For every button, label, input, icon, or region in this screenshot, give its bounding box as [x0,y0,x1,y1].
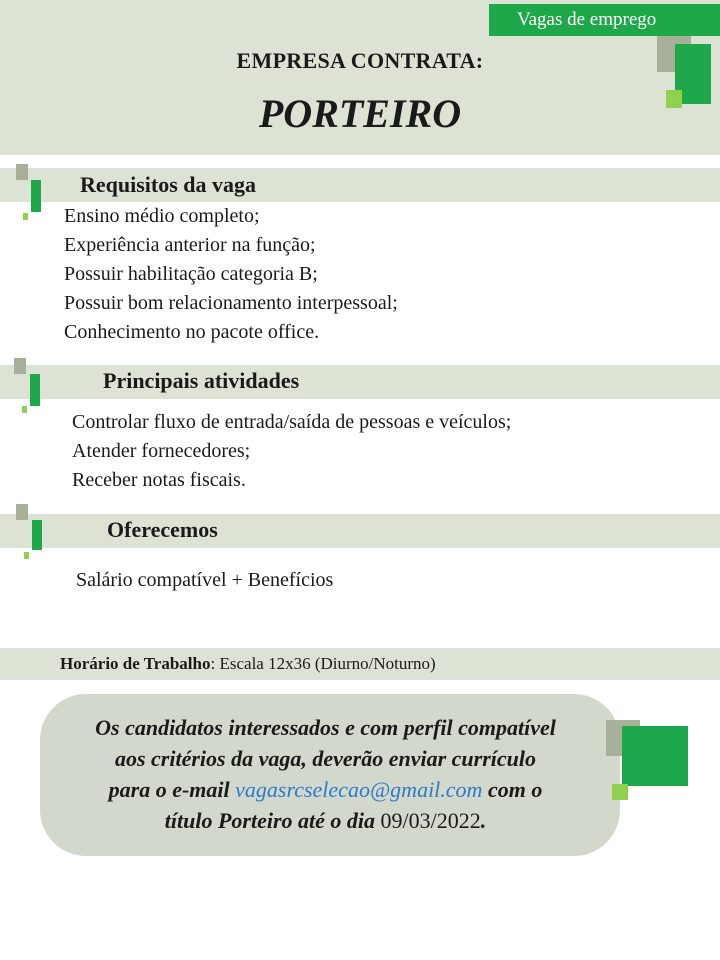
category-tag: Vagas de emprego [489,4,720,36]
requirements-heading: Requisitos da vaga [80,172,257,197]
email-link[interactable]: vagasrcselecao@gmail.com [235,777,483,802]
decor-square-green [31,180,41,212]
requirements-list [64,202,398,347]
decor-square-green [622,726,688,786]
decor-square-grey [16,164,28,180]
instructions-line [48,774,603,805]
instructions-text: . [480,808,487,833]
decor-square-grey [14,358,26,374]
list-item: Experiência anterior na função; [64,234,316,256]
decor-square-grey [16,504,28,520]
decor-square-lime [24,552,29,559]
list-item: Salário compatível + Benefícios [76,569,334,591]
application-instructions [48,712,603,836]
activities-heading: Principais atividades [103,368,300,393]
instructions-line: aos critérios da vaga, deverão enviar currículo [114,746,537,771]
working-hours [0,648,720,680]
list-item: Ensino médio completo; [64,205,260,227]
decor-square-lime [666,90,682,108]
company-hiring-heading: EMPRESA CONTRATA: [236,48,484,73]
instructions-text: para o e-mail [108,777,236,802]
decor-square-lime [612,784,628,800]
deadline-date: 09/03/2022 [380,808,481,833]
decor-square-green [30,374,40,406]
instructions-line [48,805,603,836]
job-title: PORTEIRO [258,91,462,136]
list-item: Possuir habilitação categoria B; [64,263,318,285]
list-item: Possuir bom relacionamento interpessoal; [64,292,398,314]
list-item: Controlar fluxo de entrada/saída de pessoas e veículos; [72,411,512,433]
list-item: Atender fornecedores; [72,440,251,462]
list-item: Conhecimento no pacote office. [64,321,320,343]
instructions-text: com o [482,777,543,802]
decor-square-lime [22,406,27,413]
decor-square-green [32,520,42,550]
working-hours-value: : Escala 12x36 (Diurno/Noturno) [210,654,436,673]
instructions-text: título Porteiro até o dia [164,808,381,833]
decor-square-lime [23,213,28,220]
list-item: Receber notas fiscais. [72,469,246,491]
offer-heading: Oferecemos [107,517,218,542]
instructions-line: Os candidatos interessados e com perfil compatível [95,715,556,740]
working-hours-label: Horário de Trabalho [60,654,211,673]
activities-list [72,408,511,495]
offer-list [76,566,333,595]
